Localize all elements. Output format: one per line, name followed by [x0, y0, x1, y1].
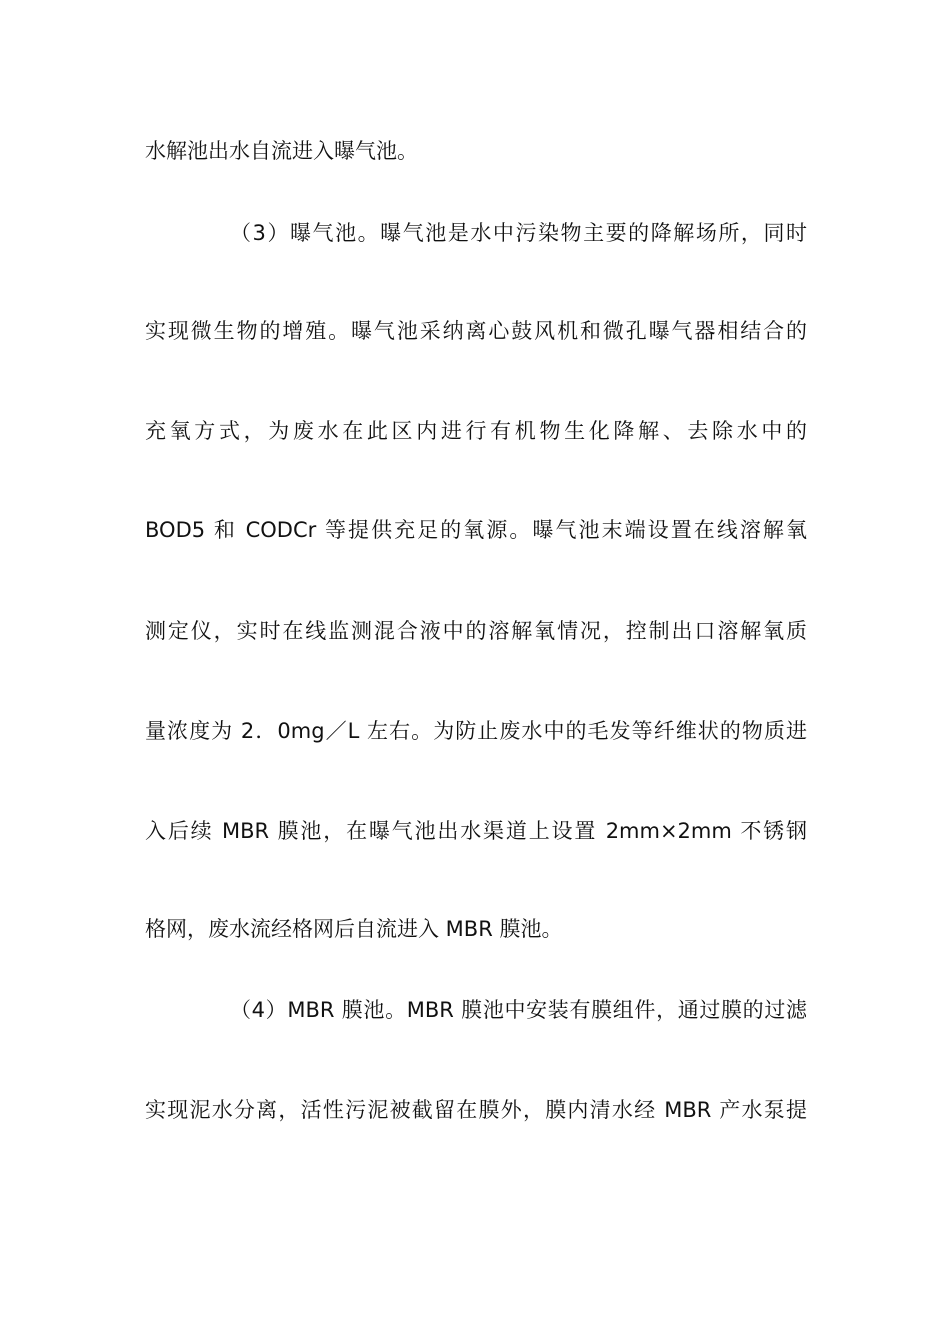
paragraph-line: BOD5 和 CODCr 等提供充足的氧源。曝气池末端设置在线溶解氧: [145, 518, 807, 542]
paragraph-line: 格网，废水流经格网后自流进入 MBR 膜池。: [145, 917, 563, 941]
paragraph-line: 入后续 MBR 膜池，在曝气池出水渠道上设置 2mm×2mm 不锈钢: [145, 819, 807, 843]
paragraph-line: 实现微生物的增殖。曝气池采纳离心鼓风机和微孔曝气器相结合的: [145, 319, 807, 343]
paragraph-line: （3）曝气池。曝气池是水中污染物主要的降解场所，同时: [230, 221, 807, 245]
paragraph-line: 量浓度为 2．0mg／L 左右。为防止废水中的毛发等纤维状的物质进: [145, 719, 807, 743]
paragraph-line: （4）MBR 膜池。MBR 膜池中安装有膜组件，通过膜的过滤: [230, 998, 807, 1022]
paragraph-line: 实现泥水分离，活性污泥被截留在膜外，膜内清水经 MBR 产水泵提: [145, 1098, 807, 1122]
paragraph-line: 充氧方式，为废水在此区内进行有机物生化降解、去除水中的: [145, 419, 807, 443]
paragraph-line: 水解池出水自流进入曝气池。: [145, 139, 418, 163]
paragraph-line: 测定仪，实时在线监测混合液中的溶解氧情况，控制出口溶解氧质: [145, 619, 807, 643]
